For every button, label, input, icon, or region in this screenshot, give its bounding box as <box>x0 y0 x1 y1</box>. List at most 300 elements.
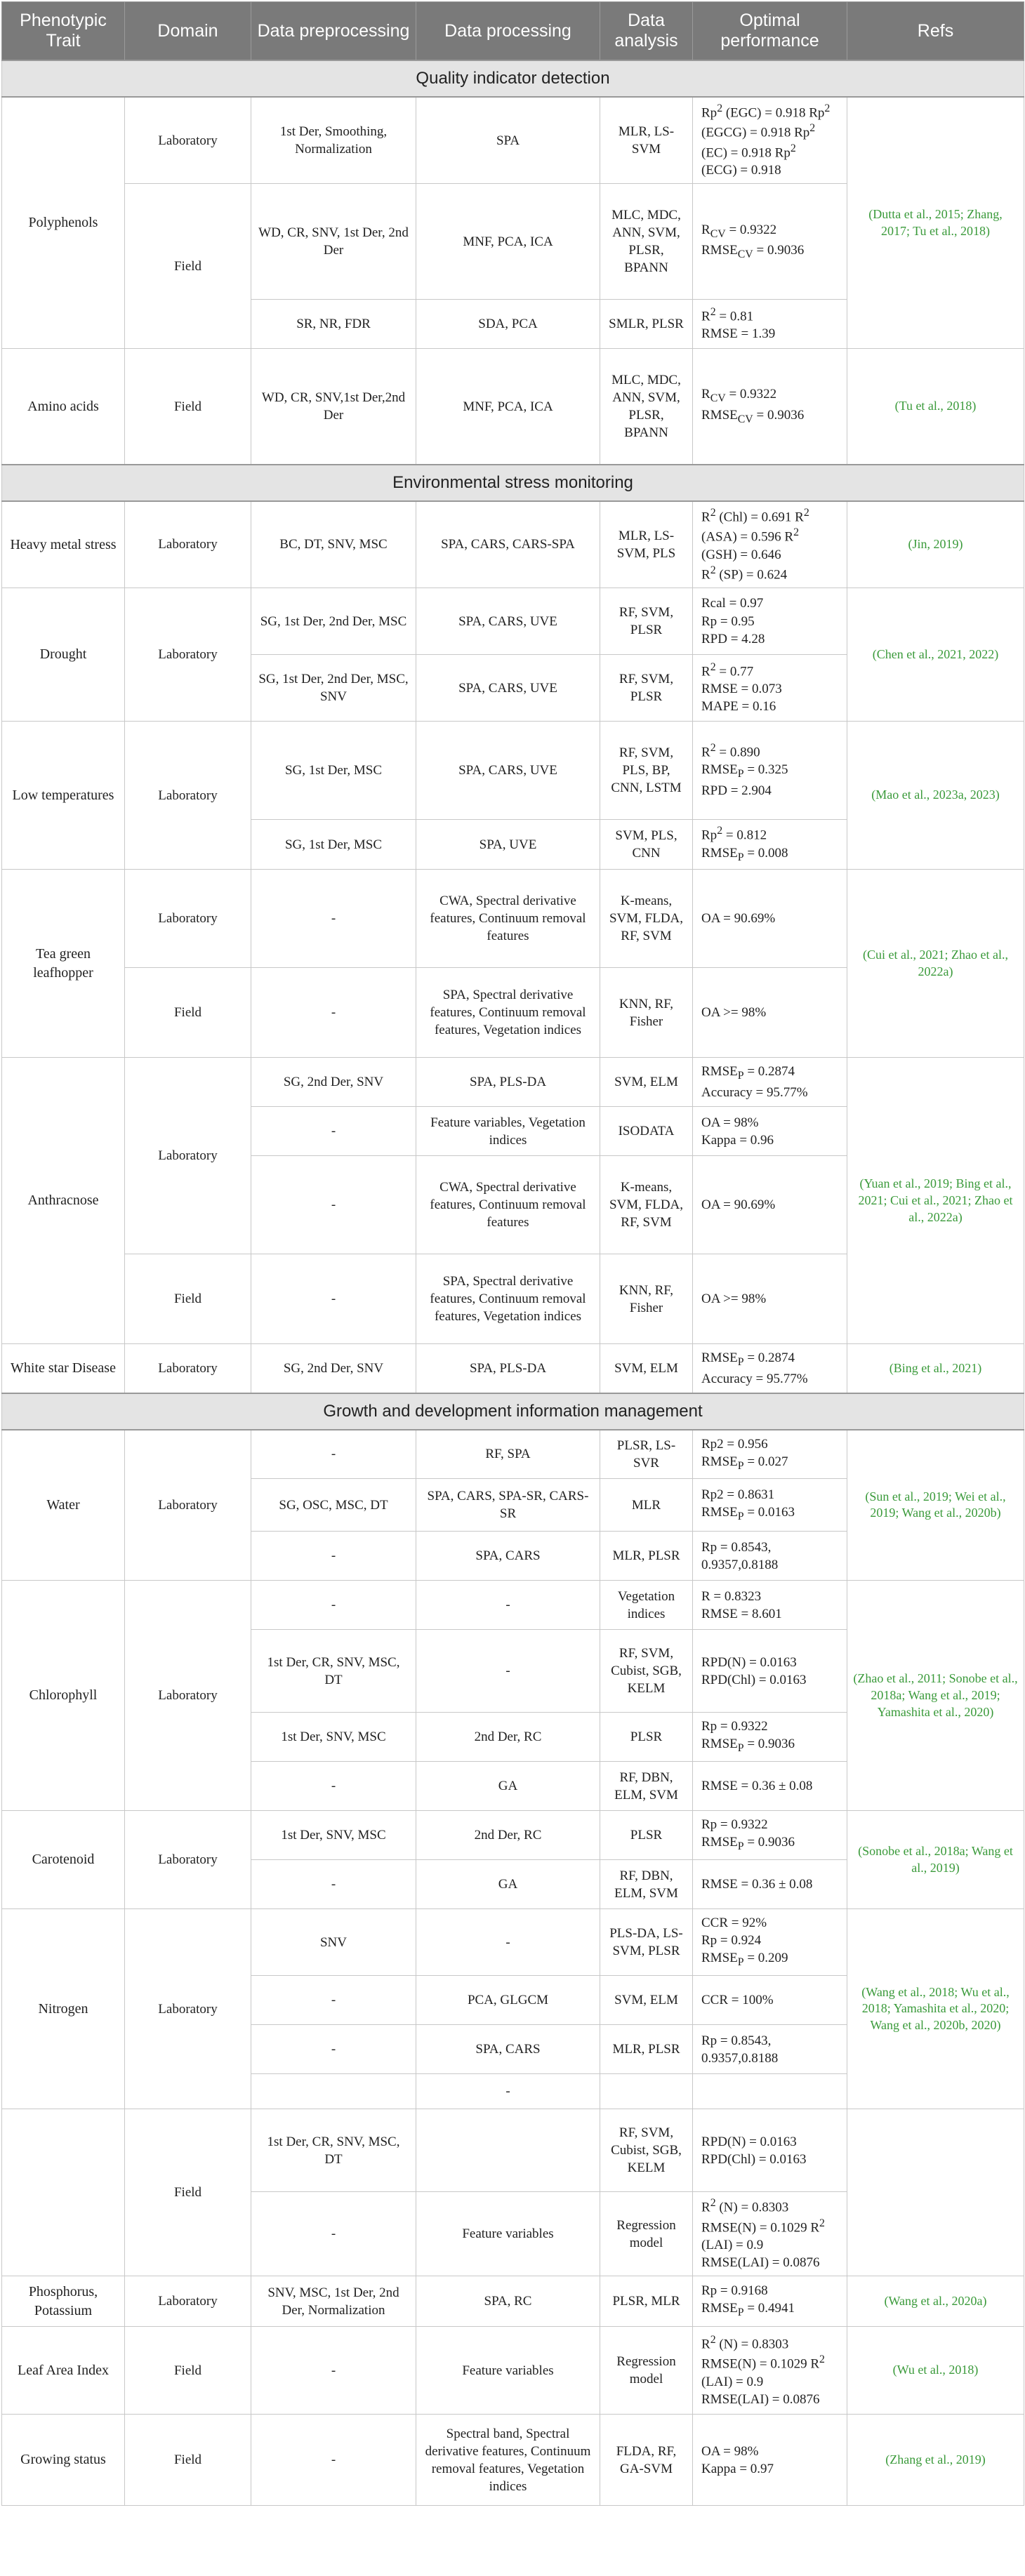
performance-line: RMSE = 0.073 <box>701 682 782 697</box>
performance-cell <box>693 1156 847 1254</box>
trait-cell: Tea green leafhopper <box>2 870 125 1058</box>
analysis-cell: Regression model <box>600 2192 693 2276</box>
preprocessing-cell: - <box>251 2025 416 2074</box>
performance-line: 0.9357,0.8188 <box>701 1557 779 1572</box>
preprocessing-cell: WD, CR, SNV,1st Der,2nd Der <box>251 349 416 465</box>
performance-line: $R^2$ (SP) = 0.624 <box>701 564 788 583</box>
reference-link[interactable]: Sonobe et al., 2018a <box>871 1671 1018 1702</box>
preprocessing-cell: SG, 2nd Der, SNV <box>251 1344 416 1393</box>
preprocessing-cell: SNV <box>251 1909 416 1976</box>
analysis-cell: PLSR <box>600 1811 693 1860</box>
processing-cell: SPA, CARS <box>416 2025 600 2074</box>
section-row <box>2 60 1024 97</box>
reference-link[interactable]: Zhao et al., 2011 <box>857 1671 943 1686</box>
performance-line: $RMSE_P = 0.2874$ <box>701 1064 795 1082</box>
table-row <box>2 2276 1024 2327</box>
preprocessing-cell: BC, DT, SNV, MSC <box>251 501 416 588</box>
reference-link[interactable]: Wang et al., 2018 <box>866 1984 955 1999</box>
preprocessing-cell: WD, CR, SNV, 1st Der, 2nd Der <box>251 184 416 300</box>
reference-link[interactable]: Sonobe et al., 2018a <box>862 1843 965 1858</box>
table-row <box>2 722 1024 820</box>
domain-cell: Field <box>125 1254 251 1344</box>
domain-cell: Laboratory <box>125 1909 251 2109</box>
performance-line: 0.9357,0.8188 <box>701 2050 779 2066</box>
analysis-cell: SVM, ELM <box>600 1344 693 1393</box>
table-row <box>2 2109 1024 2192</box>
preprocessing-cell: - <box>251 1976 416 2025</box>
preprocessing-cell: SG, 1st Der, 2nd Der, MSC, SNV <box>251 655 416 722</box>
processing-cell <box>416 2109 600 2192</box>
processing-cell: CWA, Spectral derivative features, Continuum removal features <box>416 870 600 968</box>
trait-cell: Water <box>2 1430 125 1581</box>
preprocessing-cell: 1st Der, Smoothing, Normalization <box>251 97 416 184</box>
performance-line: RPD(Chl) = 0.0163 <box>701 2151 807 2167</box>
processing-cell: SPA, Spectral derivative features, Continuum removal features, Vegetation indices <box>416 1254 600 1344</box>
analysis-cell: PLSR, LS-SVR <box>600 1430 693 1479</box>
domain-cell: Laboratory <box>125 722 251 870</box>
analysis-cell: SVM, ELM <box>600 1976 693 2025</box>
performance-cell <box>693 2327 847 2415</box>
domain-cell: Laboratory <box>125 588 251 722</box>
performance-cell <box>693 1860 847 1909</box>
performance-line: (ASA) = 0.596 $R^2$ <box>701 526 799 545</box>
table-row <box>2 1430 1024 1479</box>
processing-cell: - <box>416 1581 600 1630</box>
reference-link[interactable]: Wang et al., 2020b, 2020 <box>870 2018 997 2033</box>
performance-line: $RMSE_P = 0.027$ <box>701 1454 788 1472</box>
processing-cell: Spectral band, Spectral derivative features, Continuum removal features, Vegetation indices <box>416 2415 600 2506</box>
performance-line: $Rp^2 = 0.812$ <box>701 825 767 843</box>
processing-cell: - <box>416 1909 600 1976</box>
domain-cell: Laboratory <box>125 2276 251 2327</box>
performance-cell <box>693 722 847 820</box>
reference-link[interactable]: Zhao et al., 2022a <box>908 1193 1013 1224</box>
header-analysis: Data analysis <box>600 2 693 61</box>
trait-cell: Anthracnose <box>2 1058 125 1344</box>
analysis-cell: FLDA, RF, GA-SVM <box>600 2415 693 2506</box>
preprocessing-cell: - <box>251 2415 416 2506</box>
reference-link[interactable]: Zhang et al., 2019 <box>890 2452 981 2467</box>
reference-link[interactable]: Dutta et al., 2015 <box>873 206 960 221</box>
preprocessing-cell: - <box>251 2192 416 2276</box>
reference-link[interactable]: Zhao et al., 2022a <box>918 947 1008 978</box>
preprocessing-cell: 1st Der, SNV, MSC <box>251 1811 416 1860</box>
preprocessing-cell: SG, 1st Der, MSC <box>251 722 416 820</box>
performance-cell <box>693 1762 847 1811</box>
reference-link[interactable]: Mao et al., 2023a, 2023 <box>875 788 996 802</box>
processing-cell: SPA, CARS, CARS-SPA <box>416 501 600 588</box>
refs-cell: (Zhao et al., 2011; Sonobe et al., 2018a; Wang et al., 2019; Yamashita et al., 2020) <box>847 1581 1024 1811</box>
preprocessing-cell: SG, OSC, MSC, DT <box>251 1479 416 1532</box>
table-row <box>2 1058 1024 1107</box>
header-preprocessing: Data preprocessing <box>251 2 416 61</box>
processing-cell: SPA, RC <box>416 2276 600 2327</box>
processing-cell: - <box>416 2074 600 2109</box>
processing-cell: Feature variables <box>416 2327 600 2415</box>
performance-line: RPD(Chl) = 0.0163 <box>701 1672 807 1687</box>
reference-link[interactable]: Zhang, 2017 <box>880 206 1003 238</box>
performance-line: Rp = 0.924 <box>701 1933 762 1948</box>
processing-cell: RF, SPA <box>416 1430 600 1479</box>
domain-cell: Field <box>125 2327 251 2415</box>
table-row <box>2 2415 1024 2506</box>
analysis-cell: RF, SVM, PLS, BP, CNN, LSTM <box>600 722 693 820</box>
table-row <box>2 1344 1024 1393</box>
performance-line: $R_{CV} = 0.9322$ <box>701 387 777 405</box>
performance-cell <box>693 870 847 968</box>
performance-line: RMSE = 1.39 <box>701 326 776 342</box>
performance-cell <box>693 2109 847 2192</box>
processing-cell: 2nd Der, RC <box>416 1811 600 1860</box>
performance-cell <box>693 2276 847 2327</box>
reference-link[interactable]: Wang et al., 2019 <box>908 1687 997 1702</box>
processing-cell: SPA, CARS, UVE <box>416 655 600 722</box>
processing-cell: SPA, PLS-DA <box>416 1344 600 1393</box>
performance-line: OA = 90.69% <box>701 911 776 927</box>
performance-line: $RMSE_P = 0.2874$ <box>701 1350 795 1368</box>
performance-line: RMSE(N) = 0.1029 $R^2$ <box>701 2353 825 2372</box>
performance-line: $R^2$ (Chl) = 0.691 $R^2$ <box>701 506 809 525</box>
processing-cell: Feature variables <box>416 2192 600 2276</box>
performance-line: RMSE(N) = 0.1029 $R^2$ <box>701 2217 825 2235</box>
processing-cell: SPA, CARS, UVE <box>416 588 600 655</box>
domain-cell: Laboratory <box>125 870 251 968</box>
performance-line: MAPE = 0.16 <box>701 699 776 715</box>
performance-line: $R^2$ (N) = 0.8303 <box>701 2333 789 2352</box>
reference-link[interactable]: Yamashita et al., 2020 <box>893 2001 1006 2016</box>
performance-cell <box>693 184 847 300</box>
performance-line: $RMSE_P = 0.4941$ <box>701 2301 795 2319</box>
analysis-cell: MLR, PLSR <box>600 2025 693 2074</box>
refs-cell: (Mao et al., 2023a, 2023) <box>847 722 1024 870</box>
refs-cell: (Wang et al., 2020a) <box>847 2276 1024 2327</box>
processing-cell: - <box>416 1630 600 1713</box>
analysis-cell: RF, DBN, ELM, SVM <box>600 1860 693 1909</box>
processing-cell: SPA, CARS, SPA-SR, CARS-SR <box>416 1479 600 1532</box>
preprocessing-cell: SR, NR, FDR <box>251 300 416 349</box>
refs-cell: (Wu et al., 2018) <box>847 2327 1024 2415</box>
performance-cell <box>693 820 847 870</box>
performance-line: $RMSE_P = 0.325$ <box>701 762 788 781</box>
reference-link[interactable]: Wu et al., 2018 <box>861 1984 1010 2016</box>
performance-line: OA >= 98% <box>701 1005 767 1021</box>
table-row <box>2 1909 1024 1976</box>
domain-cell: Laboratory <box>125 1344 251 1393</box>
preprocessing-cell: 1st Der, CR, SNV, MSC, DT <box>251 1630 416 1713</box>
analysis-cell: ISODATA <box>600 1107 693 1156</box>
analysis-cell: PLS-DA, LS-SVM, PLSR <box>600 1909 693 1976</box>
domain-cell: Field <box>125 184 251 349</box>
reference-link[interactable]: Wang et al., 2020a <box>888 2293 983 2308</box>
analysis-cell: K-means, SVM, FLDA, RF, SVM <box>600 1156 693 1254</box>
research-table <box>1 1 1024 2506</box>
performance-line: RMSE(LAI) = 0.0876 <box>701 2391 820 2407</box>
domain-cell: Laboratory <box>125 97 251 184</box>
performance-cell <box>693 2074 847 2109</box>
refs-cell: (Cui et al., 2021; Zhao et al., 2022a) <box>847 870 1024 1058</box>
analysis-cell: MLC, MDC, ANN, SVM, PLSR, BPANN <box>600 349 693 465</box>
processing-cell: PCA, GLGCM <box>416 1976 600 2025</box>
performance-cell <box>693 1976 847 2025</box>
performance-line: (EC) = 0.918 Rp$^2$ <box>701 142 796 161</box>
processing-cell: Feature variables, Vegetation indices <box>416 1107 600 1156</box>
table-row <box>2 349 1024 465</box>
preprocessing-cell: - <box>251 1762 416 1811</box>
performance-line: RPD = 4.28 <box>701 631 765 646</box>
preprocessing-cell: - <box>251 1532 416 1581</box>
preprocessing-cell: SNV, MSC, 1st Der, 2nd Der, Normalization <box>251 2276 416 2327</box>
performance-cell <box>693 1909 847 1976</box>
processing-cell: CWA, Spectral derivative features, Continuum removal features <box>416 1156 600 1254</box>
refs-cell: (Chen et al., 2021, 2022) <box>847 588 1024 722</box>
header-performance: Optimal performance <box>693 2 847 61</box>
analysis-cell: RF, SVM, PLSR <box>600 655 693 722</box>
reference-link[interactable]: Yamashita et al., 2020 <box>877 1704 990 1719</box>
trait-cell: Carotenoid <box>2 1811 125 1909</box>
table-row <box>2 97 1024 184</box>
trait-cell <box>2 2109 125 2276</box>
performance-line: R = 0.8323 <box>701 1588 762 1604</box>
refs-cell <box>847 2109 1024 2276</box>
performance-line: $RMSE_{CV} = 0.9036$ <box>701 408 805 425</box>
preprocessing-cell: SG, 1st Der, MSC <box>251 820 416 870</box>
reference-link[interactable]: Wu et al., 2018 <box>897 2363 974 2377</box>
refs-cell: (Jin, 2019) <box>847 501 1024 588</box>
table-row <box>2 1811 1024 1860</box>
performance-cell <box>693 1479 847 1532</box>
analysis-cell: RF, SVM, Cubist, SGB, KELM <box>600 2109 693 2192</box>
processing-cell: MNF, PCA, ICA <box>416 184 600 300</box>
analysis-cell: RF, SVM, PLSR <box>600 588 693 655</box>
performance-line: Rp = 0.9322 <box>701 1817 768 1833</box>
preprocessing-cell: 1st Der, SNV, MSC <box>251 1713 416 1762</box>
performance-line: $RMSE_P = 0.9036$ <box>701 1835 795 1853</box>
trait-cell: White star Disease <box>2 1344 125 1393</box>
performance-line: $RMSE_{CV} = 0.9036$ <box>701 243 805 261</box>
header-refs: Refs <box>847 2 1024 61</box>
performance-line: Rp = 0.9168 <box>701 2283 768 2299</box>
preprocessing-cell <box>251 2074 416 2109</box>
performance-line: RPD(N) = 0.0163 <box>701 2134 797 2149</box>
performance-line: Rp = 0.95 <box>701 613 755 629</box>
performance-line: RPD = 2.904 <box>701 783 772 799</box>
performance-cell <box>693 2025 847 2074</box>
performance-line: (ECG) = 0.918 <box>701 163 781 178</box>
performance-line: Rcal = 0.97 <box>701 596 764 611</box>
section-row <box>2 465 1024 501</box>
table-row <box>2 1581 1024 1630</box>
performance-line: $R_{CV} = 0.9322$ <box>701 222 777 240</box>
analysis-cell: MLR, LS-SVM <box>600 97 693 184</box>
trait-cell: Amino acids <box>2 349 125 465</box>
performance-line: $R^2$ (N) = 0.8303 <box>701 2197 789 2215</box>
performance-cell <box>693 655 847 722</box>
table-row <box>2 870 1024 968</box>
domain-cell: Field <box>125 2415 251 2506</box>
refs-cell: (Sun et al., 2019; Wei et al., 2019; Wang et al., 2020b) <box>847 1430 1024 1581</box>
preprocessing-cell: SG, 2nd Der, SNV <box>251 1058 416 1107</box>
trait-cell: Chlorophyll <box>2 1581 125 1811</box>
performance-line: Rp$^2$ (EGC) = 0.918 Rp$^2$ <box>701 102 831 121</box>
header-processing: Data processing <box>416 2 600 61</box>
refs-cell: (Yuan et al., 2019; Bing et al., 2021; Cui et al., 2021; Zhao et al., 2022a) <box>847 1058 1024 1344</box>
performance-line: Rp2 = 0.8631 <box>701 1487 775 1502</box>
performance-line: $RMSE_P = 0.0163$ <box>701 1504 795 1522</box>
performance-line: RMSE = 8.601 <box>701 1606 782 1621</box>
domain-cell: Laboratory <box>125 1430 251 1581</box>
analysis-cell: PLSR, MLR <box>600 2276 693 2327</box>
trait-cell: Growing status <box>2 2415 125 2506</box>
processing-cell: SPA, PLS-DA <box>416 1058 600 1107</box>
preprocessing-cell: - <box>251 1581 416 1630</box>
reference-link[interactable]: Wang et al., 2020b <box>901 1506 997 1520</box>
preprocessing-cell: SG, 1st Der, 2nd Der, MSC <box>251 588 416 655</box>
preprocessing-cell: - <box>251 1156 416 1254</box>
processing-cell: SPA, Spectral derivative features, Continuum removal features, Vegetation indices <box>416 968 600 1058</box>
performance-line: Accuracy = 95.77% <box>701 1371 808 1386</box>
refs-cell: (Wang et al., 2018; Wu et al., 2018; Yamashita et al., 2020; Wang et al., 2020b, 2020) <box>847 1909 1024 2109</box>
analysis-cell: MLR <box>600 1479 693 1532</box>
performance-cell <box>693 97 847 184</box>
performance-line: $RMSE_P = 0.008$ <box>701 845 788 863</box>
processing-cell: SPA, UVE <box>416 820 600 870</box>
performance-line: (EGCG) = 0.918 Rp$^2$ <box>701 122 816 140</box>
performance-cell <box>693 2415 847 2506</box>
performance-line: $RMSE_P = 0.209$ <box>701 1951 788 1969</box>
performance-cell <box>693 1532 847 1581</box>
preprocessing-cell: - <box>251 968 416 1058</box>
analysis-cell: MLC, MDC, ANN, SVM, PLSR, BPANN <box>600 184 693 300</box>
processing-cell: SDA, PCA <box>416 300 600 349</box>
processing-cell: SPA <box>416 97 600 184</box>
performance-cell <box>693 1254 847 1344</box>
preprocessing-cell: - <box>251 1254 416 1344</box>
performance-cell <box>693 349 847 465</box>
processing-cell: 2nd Der, RC <box>416 1713 600 1762</box>
analysis-cell: KNN, RF, Fisher <box>600 968 693 1058</box>
performance-line: RMSE(LAI) = 0.0876 <box>701 2255 820 2271</box>
processing-cell: GA <box>416 1762 600 1811</box>
analysis-cell <box>600 2074 693 2109</box>
trait-cell: Drought <box>2 588 125 722</box>
analysis-cell: K-means, SVM, FLDA, RF, SVM <box>600 870 693 968</box>
reference-link[interactable]: Cui et al., 2021 <box>890 1193 968 1207</box>
domain-cell: Field <box>125 968 251 1058</box>
performance-line: (LAI) = 0.9 <box>701 2238 764 2253</box>
performance-cell <box>693 300 847 349</box>
performance-line: OA = 90.69% <box>701 1197 776 1213</box>
performance-line: (LAI) = 0.9 <box>701 2374 764 2389</box>
preprocessing-cell: - <box>251 1860 416 1909</box>
performance-line: RMSE = 0.36 ± 0.08 <box>701 1779 813 1794</box>
refs-cell: (Tu et al., 2018) <box>847 349 1024 465</box>
trait-cell: Phosphorus, Potassium <box>2 2276 125 2327</box>
performance-line: Accuracy = 95.77% <box>701 1084 808 1100</box>
domain-cell: Laboratory <box>125 1058 251 1254</box>
analysis-cell: SVM, ELM <box>600 1058 693 1107</box>
reference-link[interactable]: Yuan et al., 2019 <box>864 1176 949 1191</box>
preprocessing-cell: - <box>251 870 416 968</box>
performance-line: $R^2 = 0.81$ <box>701 306 754 324</box>
reference-link[interactable]: Sun et al., 2019 <box>869 1489 948 1503</box>
section-title: Environmental stress monitoring <box>2 465 1024 501</box>
performance-cell <box>693 501 847 588</box>
reference-link[interactable]: Chen et al., 2021, 2022 <box>876 646 995 661</box>
trait-cell: Nitrogen <box>2 1909 125 2109</box>
preprocessing-cell: - <box>251 2327 416 2415</box>
refs-cell: (Zhang et al., 2019) <box>847 2415 1024 2506</box>
performance-line: Kappa = 0.97 <box>701 2461 774 2476</box>
trait-cell: Low temperatures <box>2 722 125 870</box>
reference-link[interactable]: Wang et al., 2019 <box>911 1843 1013 1875</box>
analysis-cell: RF, SVM, Cubist, SGB, KELM <box>600 1630 693 1713</box>
performance-cell <box>693 2192 847 2276</box>
reference-link[interactable]: Tu et al., 2018 <box>913 223 986 238</box>
domain-cell: Laboratory <box>125 1811 251 1909</box>
processing-cell: SPA, CARS, UVE <box>416 722 600 820</box>
domain-cell: Field <box>125 349 251 465</box>
preprocessing-cell: - <box>251 1430 416 1479</box>
performance-line: Rp = 0.8543, <box>701 2033 772 2048</box>
table-row <box>2 588 1024 655</box>
performance-line: Kappa = 0.96 <box>701 1132 774 1148</box>
performance-line: OA >= 98% <box>701 1292 767 1307</box>
processing-cell: SPA, CARS <box>416 1532 600 1581</box>
performance-line: OA = 98% <box>701 1115 759 1130</box>
analysis-cell: Regression model <box>600 2327 693 2415</box>
table-header-row <box>2 2 1024 61</box>
performance-line: $R^2 = 0.77$ <box>701 660 754 679</box>
domain-cell: Laboratory <box>125 501 251 588</box>
analysis-cell: SVM, PLS, CNN <box>600 820 693 870</box>
reference-link[interactable]: Wei et al., 2019 <box>870 1489 1006 1520</box>
refs-cell: (Bing et al., 2021) <box>847 1344 1024 1393</box>
performance-cell <box>693 1344 847 1393</box>
table-row <box>2 501 1024 588</box>
performance-cell <box>693 1107 847 1156</box>
section-title: Growth and development information management <box>2 1393 1024 1430</box>
processing-cell: GA <box>416 1860 600 1909</box>
reference-link[interactable]: Bing et al., 2021 <box>893 1360 978 1375</box>
analysis-cell: PLSR <box>600 1713 693 1762</box>
performance-line: Rp2 = 0.956 <box>701 1436 768 1452</box>
reference-link[interactable]: Cui et al., 2021 <box>867 947 945 962</box>
analysis-cell: SMLR, PLSR <box>600 300 693 349</box>
reference-link[interactable]: Bing et al., 2021 <box>858 1176 1012 1207</box>
performance-cell <box>693 1430 847 1479</box>
trait-cell: Polyphenols <box>2 97 125 349</box>
performance-line: RMSE = 0.36 ± 0.08 <box>701 1877 813 1892</box>
trait-cell: Leaf Area Index <box>2 2327 125 2415</box>
performance-line: Rp = 0.8543, <box>701 1539 772 1555</box>
refs-cell: (Dutta et al., 2015; Zhang, 2017; Tu et al., 2018) <box>847 97 1024 349</box>
reference-link[interactable]: Jin, 2019 <box>912 537 959 552</box>
analysis-cell: RF, DBN, ELM, SVM <box>600 1762 693 1811</box>
table-row <box>2 2327 1024 2415</box>
domain-cell: Laboratory <box>125 1581 251 1811</box>
analysis-cell: MLR, LS-SVM, PLS <box>600 501 693 588</box>
analysis-cell: Vegetation indices <box>600 1581 693 1630</box>
reference-link[interactable]: Tu et al., 2018 <box>899 399 972 413</box>
analysis-cell: KNN, RF, Fisher <box>600 1254 693 1344</box>
header-domain: Domain <box>125 2 251 61</box>
processing-cell: MNF, PCA, ICA <box>416 349 600 465</box>
performance-cell <box>693 588 847 655</box>
performance-cell <box>693 968 847 1058</box>
performance-line: Rp = 0.9322 <box>701 1719 768 1734</box>
performance-line: $RMSE_P = 0.9036$ <box>701 1737 795 1755</box>
section-title: Quality indicator detection <box>2 60 1024 97</box>
